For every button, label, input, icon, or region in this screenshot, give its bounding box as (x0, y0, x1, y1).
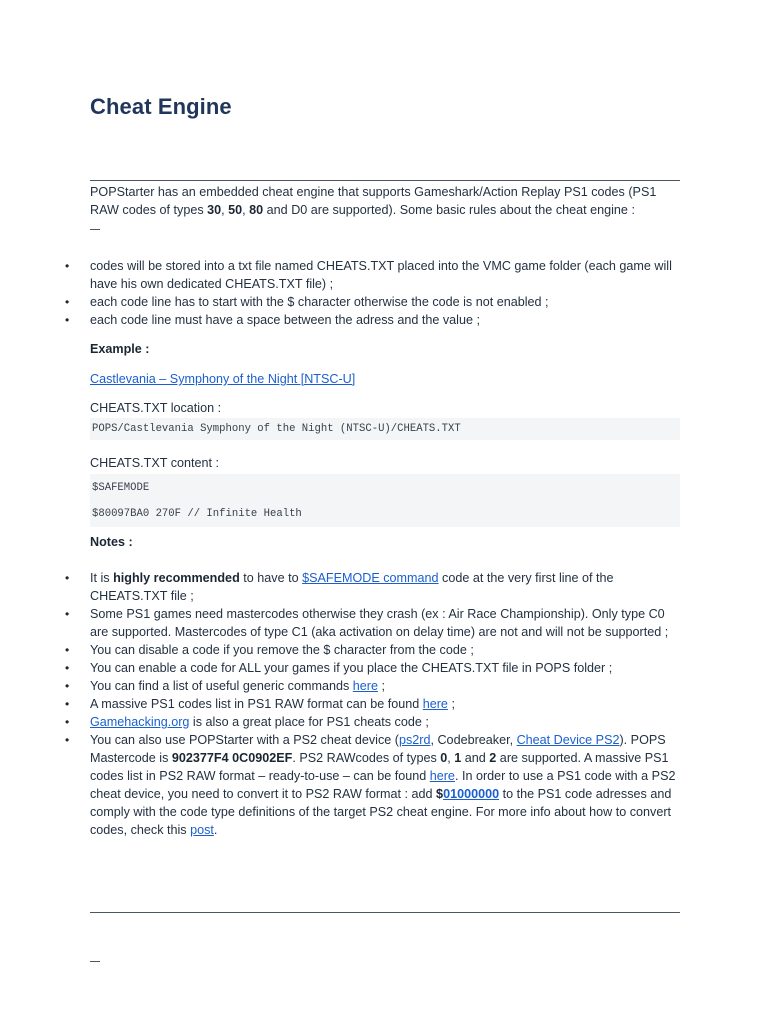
divider-bottom (90, 872, 680, 994)
location-label: CHEATS.TXT location : (90, 401, 222, 415)
content-code-block (90, 474, 680, 527)
ps2rd-link[interactable]: ps2rd (398, 733, 431, 747)
location-code-block (90, 418, 680, 440)
cheat-device-ps2-link[interactable]: Cheat Device PS2 (516, 733, 620, 747)
convert-codes-post-link[interactable]: post (190, 823, 214, 837)
intro-paragraph: POPStarter has an embedded cheat engine that supports Gameshark/Action Replay PS1 codes (PS1 RAW codes of types 30, 50, 80 and D0 are supported). Some basic rules about the cheat engine : (90, 185, 657, 217)
content-label: CHEATS.TXT content : (90, 456, 220, 470)
code-line: POPS/Castlevania Symphony of the Night (NTSC-U)/CHEATS.TXT (92, 423, 461, 435)
list-item: • It is highly recommended to have to $SAFEMODE command code at the very first line of the CHEATS.TXT file ; (90, 569, 680, 605)
address-offset-link[interactable]: 01000000 (443, 787, 500, 801)
list-item: • codes will be stored into a txt file named CHEATS.TXT placed into the VMC game folder (each game will have his own dedicated CHEATS.TXT file) ; (90, 257, 680, 293)
list-item: • Some PS1 games need mastercodes otherwise they crash (ex : Air Race Championship). Only type C0 are supported. Mastercodes of type C1 (aka activation on delay time) are not and will not be supported ; (90, 605, 680, 641)
safemode-command-link[interactable]: $SAFEMODE command (302, 571, 439, 585)
example-link-line (90, 370, 680, 388)
list-item: • You can also use POPStarter with a PS2 cheat device (ps2rd, Codebreaker, Cheat Device PS2). POPS Mastercode is 902377F4 0C0902EF. PS2 RAWcodes of types 0, 1 and 2 are supported. A massive PS1 codes list in PS2 RAW format – ready-to-use – can be found here. In order to use a PS1 code with a PS2 cheat device, you need to convert it to PS2 RAW format : add $01000000 to the PS1 code adresses and comply with the code type definitions of the target PS2 cheat engine. For more info about how to convert codes, check this post. (90, 731, 680, 839)
code-line: $80097BA0 270F // Infinite Health (92, 508, 302, 520)
list-item: • You can disable a code if you remove the $ character from the code ; (90, 641, 680, 659)
ps1-raw-list-link[interactable]: here (422, 697, 448, 711)
notes-list (90, 569, 680, 839)
generic-commands-link[interactable]: here (352, 679, 378, 693)
rules-list (90, 257, 680, 329)
page-title: Cheat Engine (90, 94, 232, 119)
list-item: • A massive PS1 codes list in PS1 RAW format can be found here ; (90, 695, 680, 713)
list-item: • You can find a list of useful generic commands here ; (90, 677, 680, 695)
castlevania-link[interactable]: Castlevania – Symphony of the Night [NTSC-U] (90, 372, 356, 386)
notes-heading: Notes : (90, 535, 133, 549)
list-item: • each code line has to start with the $ character otherwise the code is not enabled ; (90, 293, 680, 311)
example-heading: Example : (90, 342, 150, 356)
code-line: $SAFEMODE (92, 482, 150, 494)
list-item: • You can enable a code for ALL your games if you place the CHEATS.TXT file in POPS folder ; (90, 659, 680, 677)
ps2-raw-list-link[interactable]: here (429, 769, 455, 783)
gamehacking-link[interactable]: Gamehacking.org (90, 715, 190, 729)
list-item: • Gamehacking.org is also a great place for PS1 cheats code ; (90, 713, 680, 731)
list-item: • each code line must have a space between the adress and the value ; (90, 311, 680, 329)
